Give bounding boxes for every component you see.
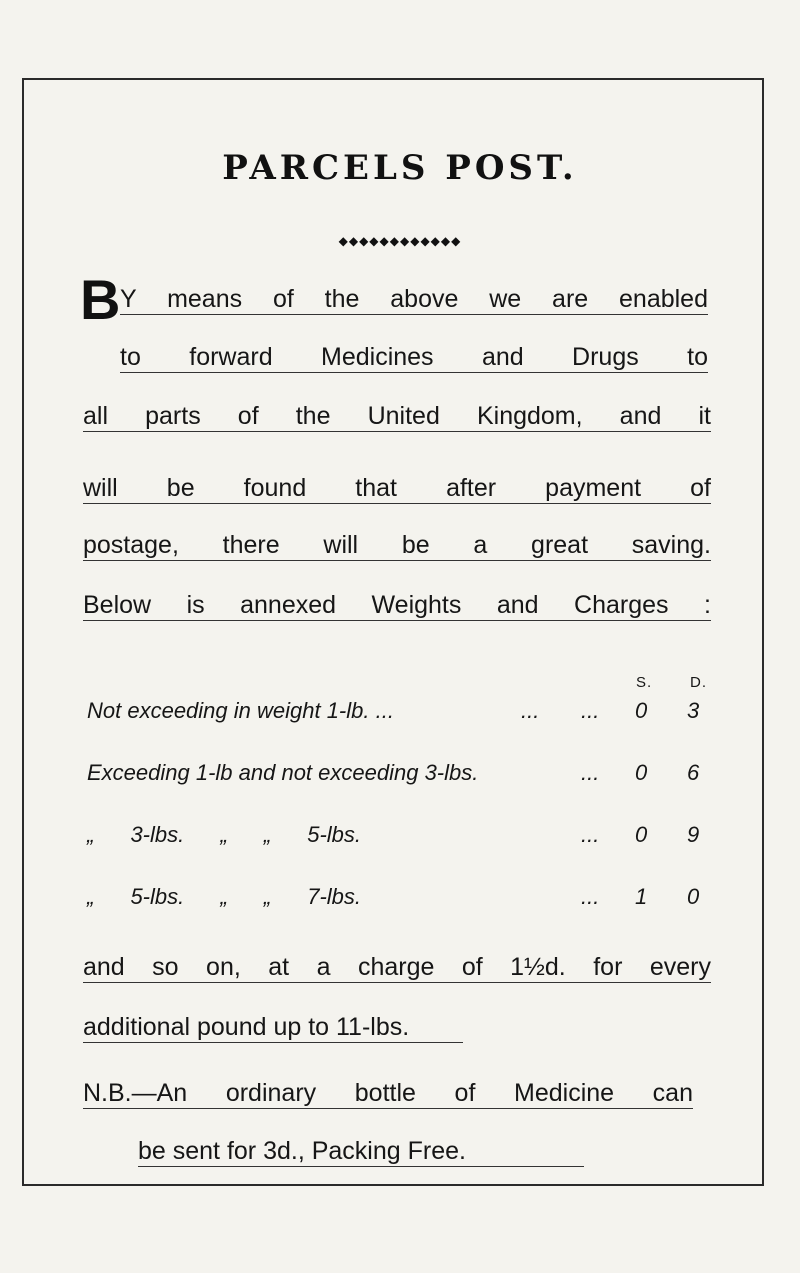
leader-dots: ... [581,884,600,909]
nb-line-1: N.B.—An ordinary bottle of Medicine can [83,1079,693,1107]
drop-cap: B [80,268,121,331]
table-row [87,884,717,914]
table-row [87,698,717,728]
leader-dots: ... [581,698,600,723]
intro-line-2: to forward Medicines and Drugs to [120,343,708,371]
leader-dots: ... [521,698,540,723]
pence-value: 3 [687,698,700,723]
weight-label: „ 3-lbs. „ „ 5-lbs. [87,822,362,847]
nb-line-2: be sent for 3d., Packing Free. [138,1136,584,1167]
diamond-ornament-row: ◆◆◆◆◆◆◆◆◆◆◆◆ [338,234,462,248]
leader-dots: ... [581,760,600,785]
leader-dots: ... [581,822,600,847]
shillings-value: 1 [635,884,648,909]
pence-header: D. [690,674,707,691]
shillings-value: 0 [635,822,648,847]
shillings-value: 0 [635,760,648,785]
intro-line-5: postage, there will be a great saving. [83,531,711,559]
pence-value: 0 [687,884,700,909]
intro-line-6: Below is annexed Weights and Charges : [83,591,711,619]
page-title: PARCELS POST. [222,148,578,188]
intro-line-3: all parts of the United Kingdom, and it [83,402,711,430]
shillings-value: 0 [635,698,648,723]
intro-line-4: will be found that after payment of [83,474,711,502]
pence-value: 9 [687,822,700,847]
table-row [87,760,717,790]
closing-line-2: additional pound up to 11-lbs. [83,1012,463,1043]
weight-label: Not exceeding in weight 1-lb. ... [87,698,394,723]
table-row [87,822,717,852]
shillings-header: S. [636,674,653,691]
pence-value: 6 [687,760,700,785]
intro-line-1: Y means of the above we are enabled [120,285,708,313]
weight-label: Exceeding 1-lb and not exceeding 3-lbs. [87,760,479,785]
weight-label: „ 5-lbs. „ „ 7-lbs. [87,884,362,909]
closing-line-1: and so on, at a charge of 1½d. for every [83,953,711,981]
